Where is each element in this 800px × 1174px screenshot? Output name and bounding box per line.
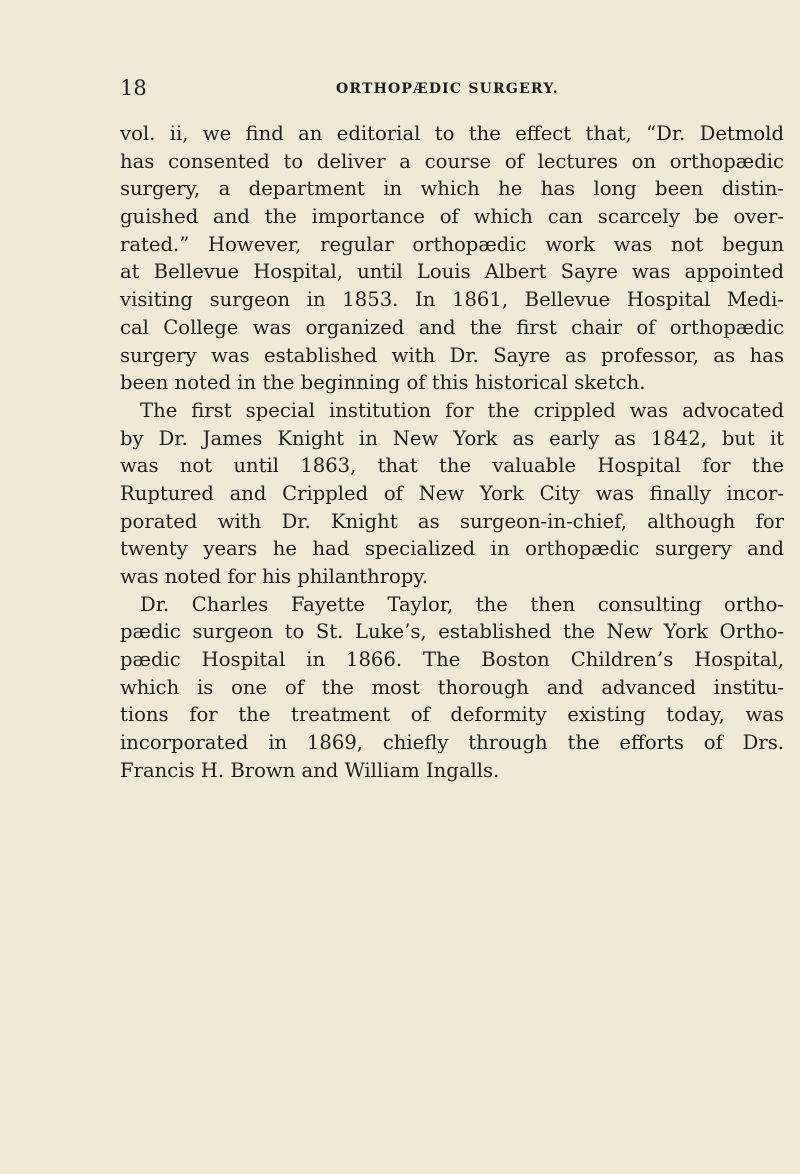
text-line: has consented to deliver a course of lectures on orthopædic (120, 149, 784, 173)
paragraph (120, 591, 784, 785)
text-line: rated.” However, regular orthopædic work was not begun (120, 232, 784, 256)
text-line: surgery, a department in which he has long been distin- (120, 177, 784, 201)
text-line: pædic Hospital in 1866. The Boston Children’s Hospital, (120, 648, 784, 672)
text-line: pædic surgeon to St. Luke’s, established the New York Ortho- (120, 620, 784, 644)
text-line: The first special institution for the crippled was advocated (140, 398, 784, 422)
text-line: visiting surgeon in 1853. In 1861, Bellevue Hospital Medi- (120, 288, 784, 312)
text-line: Francis H. Brown and William Ingalls. (120, 758, 500, 782)
text-line: which is one of the most thorough and advanced institu- (120, 675, 784, 699)
text-line: Ruptured and Crippled of New York City was finally incor- (120, 481, 784, 505)
text-line: guished and the importance of which can scarcely be over- (120, 205, 784, 229)
text-line: Dr. Charles Fayette Taylor, the then consulting ortho- (140, 592, 784, 616)
text-line: vol. ii, we find an editorial to the effect that, “Dr. Detmold (120, 122, 784, 145)
text-line: was not until 1863, that the valuable Hospital for the (120, 454, 784, 478)
text-line: porated with Dr. Knight as surgeon-in-chief, although for (120, 509, 784, 533)
text-line: at Bellevue Hospital, until Louis Albert Sayre was appointed (120, 260, 784, 284)
text-line: been noted in the beginning of this historical sketch. (120, 371, 646, 395)
paragraph (120, 397, 784, 591)
running-head (120, 76, 780, 100)
text-line: twenty years he had specialized in orthopædic surgery and (120, 537, 784, 561)
paragraph (120, 120, 784, 397)
body-text (120, 120, 784, 785)
text-line: surgery was established with Dr. Sayre as professor, as has (120, 343, 784, 367)
text-line: was noted for his philanthropy. (120, 565, 429, 588)
text-line: incorporated in 1869, chiefly through the efforts of Drs. (120, 731, 784, 755)
running-title: ORTHOPÆDIC SURGERY. (336, 81, 559, 97)
text-line: tions for the treatment of deformity existing today, was (120, 703, 784, 727)
page-number: 18 (120, 76, 147, 100)
text-line: by Dr. James Knight in New York as early as 1842, but it (120, 426, 784, 450)
text-line: cal College was organized and the first chair of orthopædic (120, 315, 784, 339)
